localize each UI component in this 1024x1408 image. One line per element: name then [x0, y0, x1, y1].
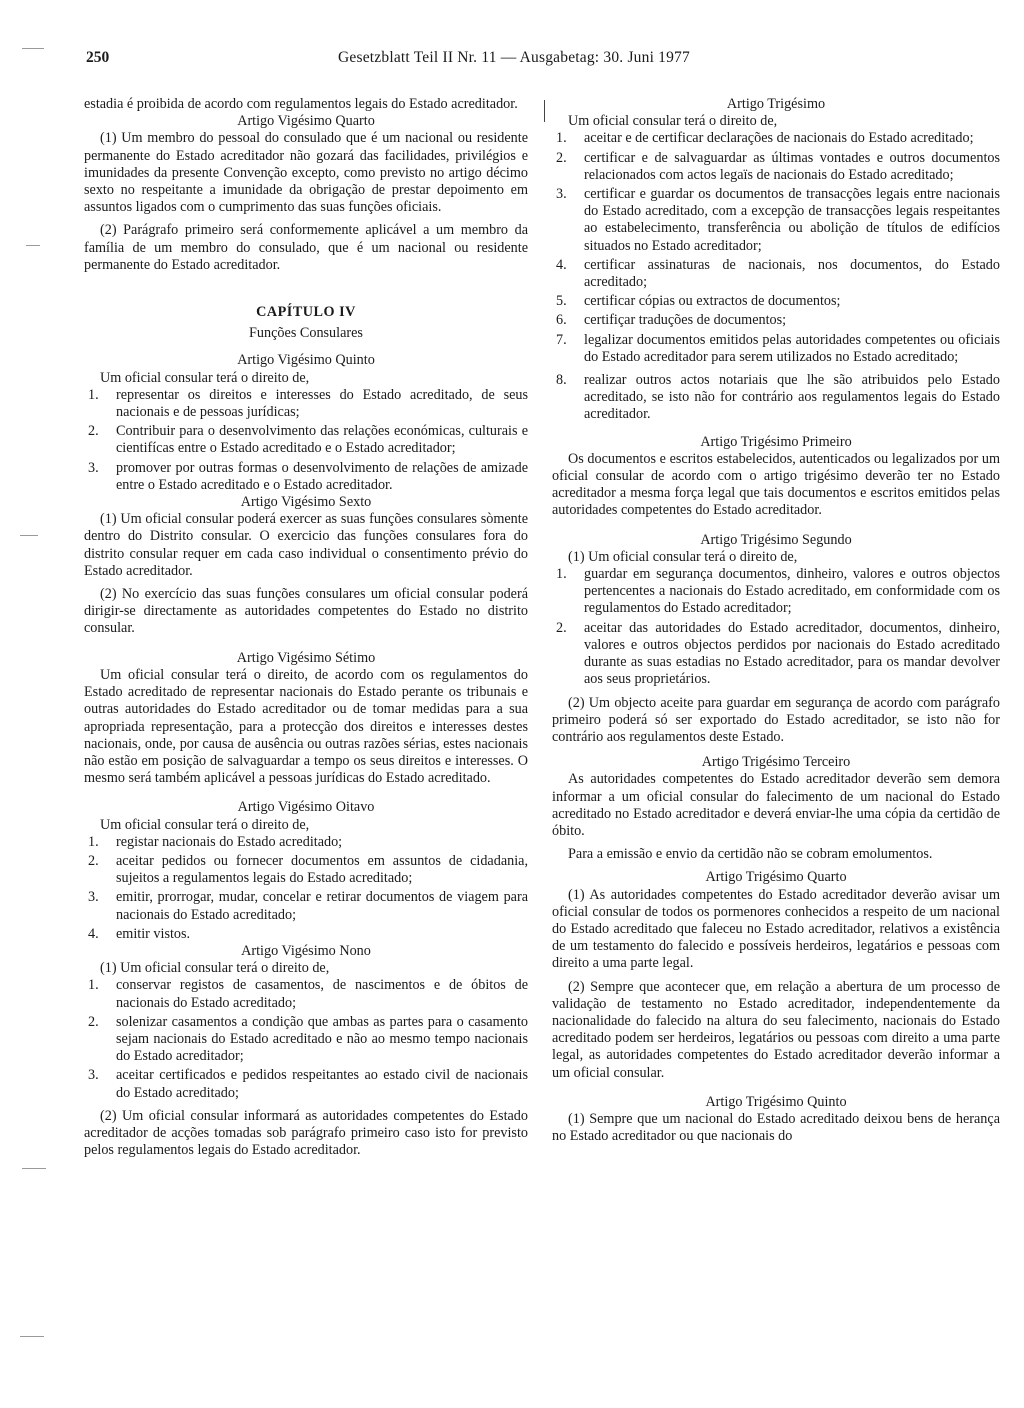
- article-title: Artigo Trigésimo Terceiro: [701, 754, 851, 771]
- item-text: representar os direitos e interesses do Estado acreditado, de seus nacionais e de pessoas jurídicas;: [116, 386, 528, 421]
- item-text: emitir vistos.: [116, 925, 191, 942]
- paragraph: (1) Um membro do pessoal do consulado que é um nacional ou residente permanente do Estado acreditador não gozará das facilidades, privilégios e imunidades da presente Convenção excepto, como previsto no artigo décimo sexto no respeitante a imunidade da obrigação de prestar depoimento em assuntos ligados com o cumprimento das suas funções oficiais.: [84, 130, 528, 216]
- item-number: 2.: [88, 852, 99, 869]
- item-number: 1.: [88, 833, 99, 850]
- item-text: certificar cópias ou extractos de documentos;: [584, 293, 841, 310]
- paragraph: estadia é proibida de acordo com regulamentos legais do Estado acreditador.: [84, 96, 518, 112]
- item-number: 3.: [88, 1067, 99, 1084]
- right-column: [552, 96, 1000, 1145]
- item-number: 1.: [556, 130, 567, 147]
- item-number: 7.: [556, 331, 567, 348]
- item-text: aceitar das autoridades do Estado acreditador, documentos, dinheiro, valores e outros objectos perdidos por nacionais do Estado acreditado durante as suas estadias no Estado acreditador, para os mandar devolver aos seus proprietários.: [584, 619, 1000, 688]
- paragraph: Um oficial consular terá o direito de,: [568, 113, 778, 130]
- item-number: 4.: [556, 256, 567, 273]
- item-number: 2.: [556, 149, 567, 166]
- item-number: 2.: [556, 619, 567, 636]
- item-number: 1.: [88, 386, 99, 403]
- paragraph: (2) Sempre que acontecer que, em relação a abertura de um processo de validação de testamento no Estado acreditador, independentemente da nacionalidade do falecido na altura do seu falecimento, nacionais do Estado acreditado podem ser herdeiros, legatários ou pessoas com direito a uma parte legal, as autoridades competentes do Estado acreditador deverão informar a um oficial consular.: [552, 978, 1000, 1081]
- list-item: [84, 423, 528, 457]
- item-text: emitir, prorrogar, mudar, concelar e retirar documentos de viagem para nacionais do Estado acreditado;: [116, 889, 528, 923]
- paragraph: (2) Um objecto aceite para guardar em segurança de acordo com parágrafo primeiro poderá só ser exportado do Estado acreditador, se isto não for contrário aos regulamentos deste Estado.: [552, 694, 1000, 745]
- item-text: conservar registos de casamentos, de nascimentos e de óbitos de nacionais do Estado acreditado;: [116, 977, 528, 1011]
- paragraph: (2) No exercício das suas funções consulares um oficial consular poderá dirigir-se directamente as autoridades competentes do Estado no distrito consular.: [84, 586, 528, 637]
- item-number: 4.: [88, 925, 99, 942]
- item-number: 8.: [556, 372, 567, 389]
- list-item: [552, 332, 1000, 366]
- item-text: registar nacionais do Estado acreditado;: [116, 833, 343, 850]
- list-item: [84, 387, 528, 421]
- article-title: Artigo Vigésimo Quinto: [237, 352, 375, 369]
- item-text: aceitar pedidos ou fornecer documentos em assuntos de cidadania, sujeitos a regulamentos legais do Estado acreditado;: [116, 852, 528, 887]
- list-item: [84, 853, 528, 887]
- numbered-list: [84, 834, 528, 943]
- paragraph: (2) Um oficial consular informará as autoridades competentes do Estado acreditador de acções tomadas sob parágrafo primeiro caso isto for previsto pelos regulamentos legais do Estado acreditador.: [84, 1107, 528, 1159]
- item-number: 1.: [556, 566, 567, 583]
- item-text: Contribuir para o desenvolvimento das relações económicas, culturais e cientifícas entre o Estado acreditado e o Estado acreditador;: [116, 423, 528, 457]
- list-item: [84, 926, 528, 943]
- column-divider: [544, 100, 545, 122]
- numbered-list: [552, 566, 1000, 688]
- item-text: certificar e guardar os documentos de transacções legais entre nacionais do Estado acreditado, com a excepção de transacções legais respeitantes ao estabelecimento, transferência ou abolição de títulos de edifícios situados no Estado acreditador;: [584, 186, 1000, 254]
- article-title: Artigo Vigésimo Quarto: [237, 113, 375, 130]
- item-number: 2.: [88, 423, 99, 440]
- item-number: 3.: [556, 186, 567, 203]
- list-item: [552, 620, 1000, 689]
- paragraph: (2) Parágrafo primeiro será conformemente aplicável a um membro da família de um membro do consulado, que é um nacional ou residente permanente do Estado acreditador.: [84, 222, 528, 273]
- item-text: certificar e de salvaguardar as últimas vontades e outros documentos relacionados com actos legaïs de nacionais do Estado acreditado;: [584, 149, 1000, 183]
- paragraph: (1) As autoridades competentes do Estado acreditador deverão avisar um oficial consular de todos os pormenores conhecidos a respeito de um nacional do Estado acreditado que faleceu no Estado acreditador, relativos a existência de um testamento do falecido e possíveis herdeiros, legatários e pessoas com direito a uma parte legal.: [552, 886, 1000, 972]
- item-number: 2.: [88, 1013, 99, 1030]
- item-text: promover por outras formas o desenvolvimento de relações de amizade entre o Estado acreditado e o Estado acreditador.: [116, 459, 528, 493]
- list-item: [552, 312, 1000, 329]
- item-text: legalizar documentos emitidos pelas autoridades competentes ou oficiais do Estado acreditador para serem utilizados no Estado acreditado;: [584, 331, 1000, 365]
- margin-mark: [22, 48, 44, 49]
- item-number: 5.: [556, 293, 567, 310]
- page-number: 250: [86, 49, 110, 66]
- numbered-list: [552, 130, 1000, 423]
- item-text: realizar outros actos notariais que lhe são atribuidos pelo Estado acreditado, se isto não for contrário aos regulamentos legais do Estado acreditador.: [584, 372, 1000, 423]
- list-item: [552, 186, 1000, 255]
- paragraph: Um oficial consular terá o direito, de acordo com os regulamentos do Estado acreditado de representar nacionais do Estado perante os tribunais e outras autoridades do Estado acreditador ou de tomar medidas para a sua apropriada representação, para a protecção dos direitos e interesses destes nacionais, onde, por causa de ausência ou outras razões sérias, estes nacionais não estão em posição de salvaguardar a tempo os seus direitos e interesses. O mesmo será também aplicável a pessoas jurídicas do Estado acreditado.: [84, 666, 528, 787]
- item-number: 1.: [88, 977, 99, 994]
- numbered-list: [84, 977, 528, 1101]
- list-item: [552, 372, 1000, 424]
- item-text: guardar em segurança documentos, dinheiro, valores e outros objectos pertencentes a nacionais do Estado acreditado, em conformidade com os regulamentos do Estado acreditador;: [584, 566, 1000, 617]
- paragraph: As autoridades competentes do Estado acreditador deverão sem demora informar a um oficial consular do falecimento de um nacional do Estado acreditado no Estado acreditador e deverá enviar-lhe uma cópia da certidão de óbito.: [552, 771, 1000, 839]
- article-title: Artigo Trigésimo Quarto: [705, 869, 847, 886]
- paragraph: Um oficial consular terá o direito de,: [100, 816, 310, 833]
- list-item: [84, 460, 528, 494]
- chapter-subtitle: Funções Consulares: [249, 325, 363, 342]
- article-title: Artigo Vigésimo Oitavo: [237, 799, 375, 816]
- item-text: solenizar casamentos a condição que ambas as partes para o casamento sejam nacionais do Estado acreditado e não ao mesmo tempo nacionais do Estado acreditador;: [116, 1013, 528, 1065]
- chapter-title: CAPÍTULO IV: [256, 304, 356, 321]
- item-number: 3.: [88, 889, 99, 906]
- numbered-list: [84, 387, 528, 494]
- article-title: Artigo Trigésimo Quinto: [705, 1093, 847, 1110]
- article-title: Artigo Trigésimo Segundo: [700, 531, 852, 548]
- margin-mark: [20, 535, 38, 536]
- margin-mark: [22, 1168, 46, 1169]
- list-item: [552, 257, 1000, 291]
- paragraph: (1) Um oficial consular poderá exercer as suas funções consulares sòmente dentro do Distrito consular. O exercicio das funções consulares fora do distrito consular requer em cada caso individual o consentimento prévio do Estado acreditador.: [84, 511, 528, 579]
- paragraph: (1) Um oficial consular terá o direito de,: [568, 548, 798, 565]
- paragraph: Para a emissão e envio da certidão não se cobram emolumentos.: [568, 846, 933, 863]
- paragraph: Um oficial consular terá o direito de,: [100, 369, 310, 386]
- list-item: [84, 977, 528, 1011]
- article-title: Artigo Trigésimo Primeiro: [700, 433, 852, 450]
- list-item: [84, 1014, 528, 1066]
- article-title: Artigo Vigésimo Nono: [241, 942, 371, 959]
- article-title: Artigo Trigésimo: [726, 96, 826, 112]
- list-item: [84, 1067, 528, 1101]
- list-item: [552, 566, 1000, 618]
- item-text: certifiçar traduções de documentos;: [584, 312, 787, 329]
- item-text: certificar assinaturas de nacionais, nos documentos, do Estado acreditado;: [584, 256, 1000, 291]
- paragraph: (1) Um oficial consular terá o direito de,: [100, 960, 330, 977]
- article-title: Artigo Vigésimo Sexto: [240, 494, 372, 511]
- list-item: [552, 130, 1000, 147]
- paragraph: Os documentos e escritos estabelecidos, autenticados ou legalizados por um oficial consular de acordo com o artigo trigésimo deverão ter no Estado acreditador a mesma força legal que tais documentos e escritos emitidos pelas autoridades competentes do Estado acreditador.: [552, 450, 1000, 519]
- margin-mark: [20, 1336, 44, 1337]
- item-number: 3.: [88, 459, 99, 476]
- page-header: [86, 48, 988, 72]
- paragraph: (1) Sempre que um nacional do Estado acreditado deixou bens de herança no Estado acreditador ou que nacionais do: [552, 1110, 1000, 1145]
- list-item: [552, 150, 1000, 184]
- list-item: [84, 834, 528, 851]
- article-title: Artigo Vigésimo Sétimo: [236, 649, 376, 666]
- list-item: [84, 889, 528, 923]
- item-text: aceitar certificados e pedidos respeitantes ao estado civil de nacionais do Estado acreditado;: [116, 1067, 528, 1101]
- margin-mark: [26, 245, 40, 246]
- left-column: [84, 96, 528, 1159]
- gazette-title: Gesetzblatt Teil II Nr. 11 — Ausgabetag: 30. Juni 1977: [338, 49, 690, 66]
- list-item: [552, 293, 1000, 310]
- item-number: 6.: [556, 312, 567, 329]
- item-text: aceitar e de certificar declarações de nacionais do Estado acreditado;: [584, 130, 974, 147]
